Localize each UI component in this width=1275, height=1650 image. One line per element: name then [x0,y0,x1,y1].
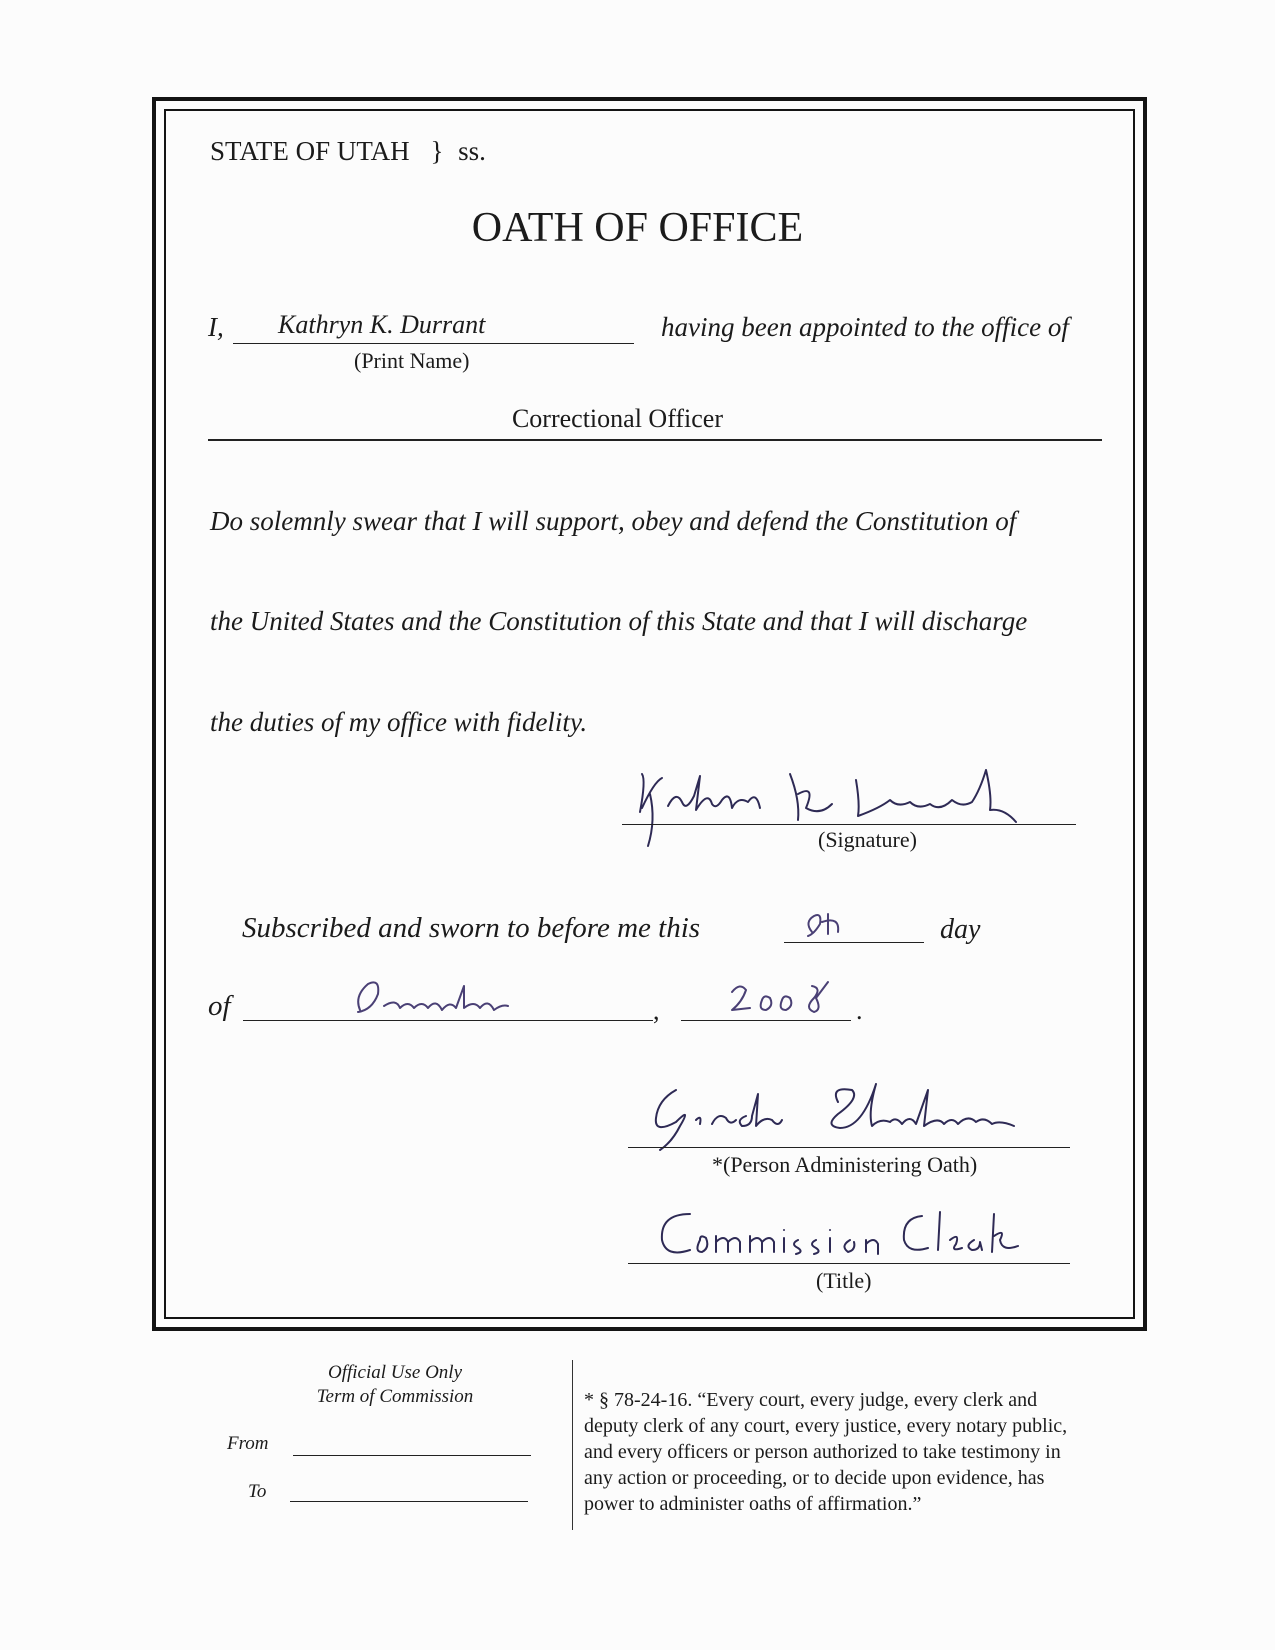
printed-name-caption: (Print Name) [354,348,470,373]
footnote-divider [572,1360,573,1530]
printed-name-line [233,343,634,344]
appointment-prefix: I, [208,312,224,342]
statute-footnote [584,1387,1067,1517]
office-line [208,439,1102,441]
ss-abbrev: ss. [458,136,486,166]
oath-line-1: Do solemnly swear that I will support, obey and defend the Constitution of [210,506,1017,536]
term-of-commission-heading: Term of Commission [316,1386,474,1407]
from-label: From [227,1433,269,1454]
footnote-line-5: power to administer oaths of affirmation.” [584,1493,922,1515]
signature-line [622,824,1076,825]
to-line [290,1501,528,1502]
footnote-line-1: * § 78-24-16. “Every court, every judge, every clerk and [584,1389,1038,1411]
administrator-signature [640,1076,1060,1156]
state-name: STATE OF UTAH [210,136,410,166]
month-comma: , [653,996,660,1025]
sworn-prefix: Subscribed and sworn to before me this [242,912,701,944]
from-line [293,1455,531,1456]
day-line [784,942,924,943]
state-line [210,136,486,167]
month-handwritten [350,976,530,1022]
oath-line-2: the United States and the Constitution of this State and that I will discharge [210,606,1028,636]
footnote-line-3: and every officers or person authorized to take testimony in [584,1441,1061,1463]
administrator-caption: *(Person Administering Oath) [712,1152,978,1177]
title-handwritten [650,1200,1050,1270]
official-use-heading: Official Use Only [327,1362,463,1383]
document-title: OATH OF OFFICE [471,205,804,251]
day-handwritten [800,906,870,942]
footnote-line-4: any action or proceeding, or to decide upon evidence, has [584,1467,1045,1489]
year-handwritten [724,976,854,1022]
ss-bracket: } [430,136,444,166]
printed-name-value: Kathryn K. Durrant [278,310,486,339]
to-label: To [248,1481,267,1502]
oath-line-3: the duties of my office with fidelity. [210,707,588,737]
appointment-suffix: having been appointed to the office of [661,312,1069,342]
year-period: . [856,996,863,1025]
of-word: of [208,990,231,1022]
day-word: day [940,914,981,945]
signature-caption: (Signature) [818,827,917,852]
footnote-line-2: deputy clerk of any court, every justice, every notary public, [584,1415,1068,1437]
office-value: Correctional Officer [511,404,724,433]
title-caption: (Title) [816,1268,872,1293]
administrator-signature-line [628,1147,1070,1148]
year-line [681,1020,851,1021]
title-line [628,1263,1070,1264]
month-line [243,1020,653,1021]
